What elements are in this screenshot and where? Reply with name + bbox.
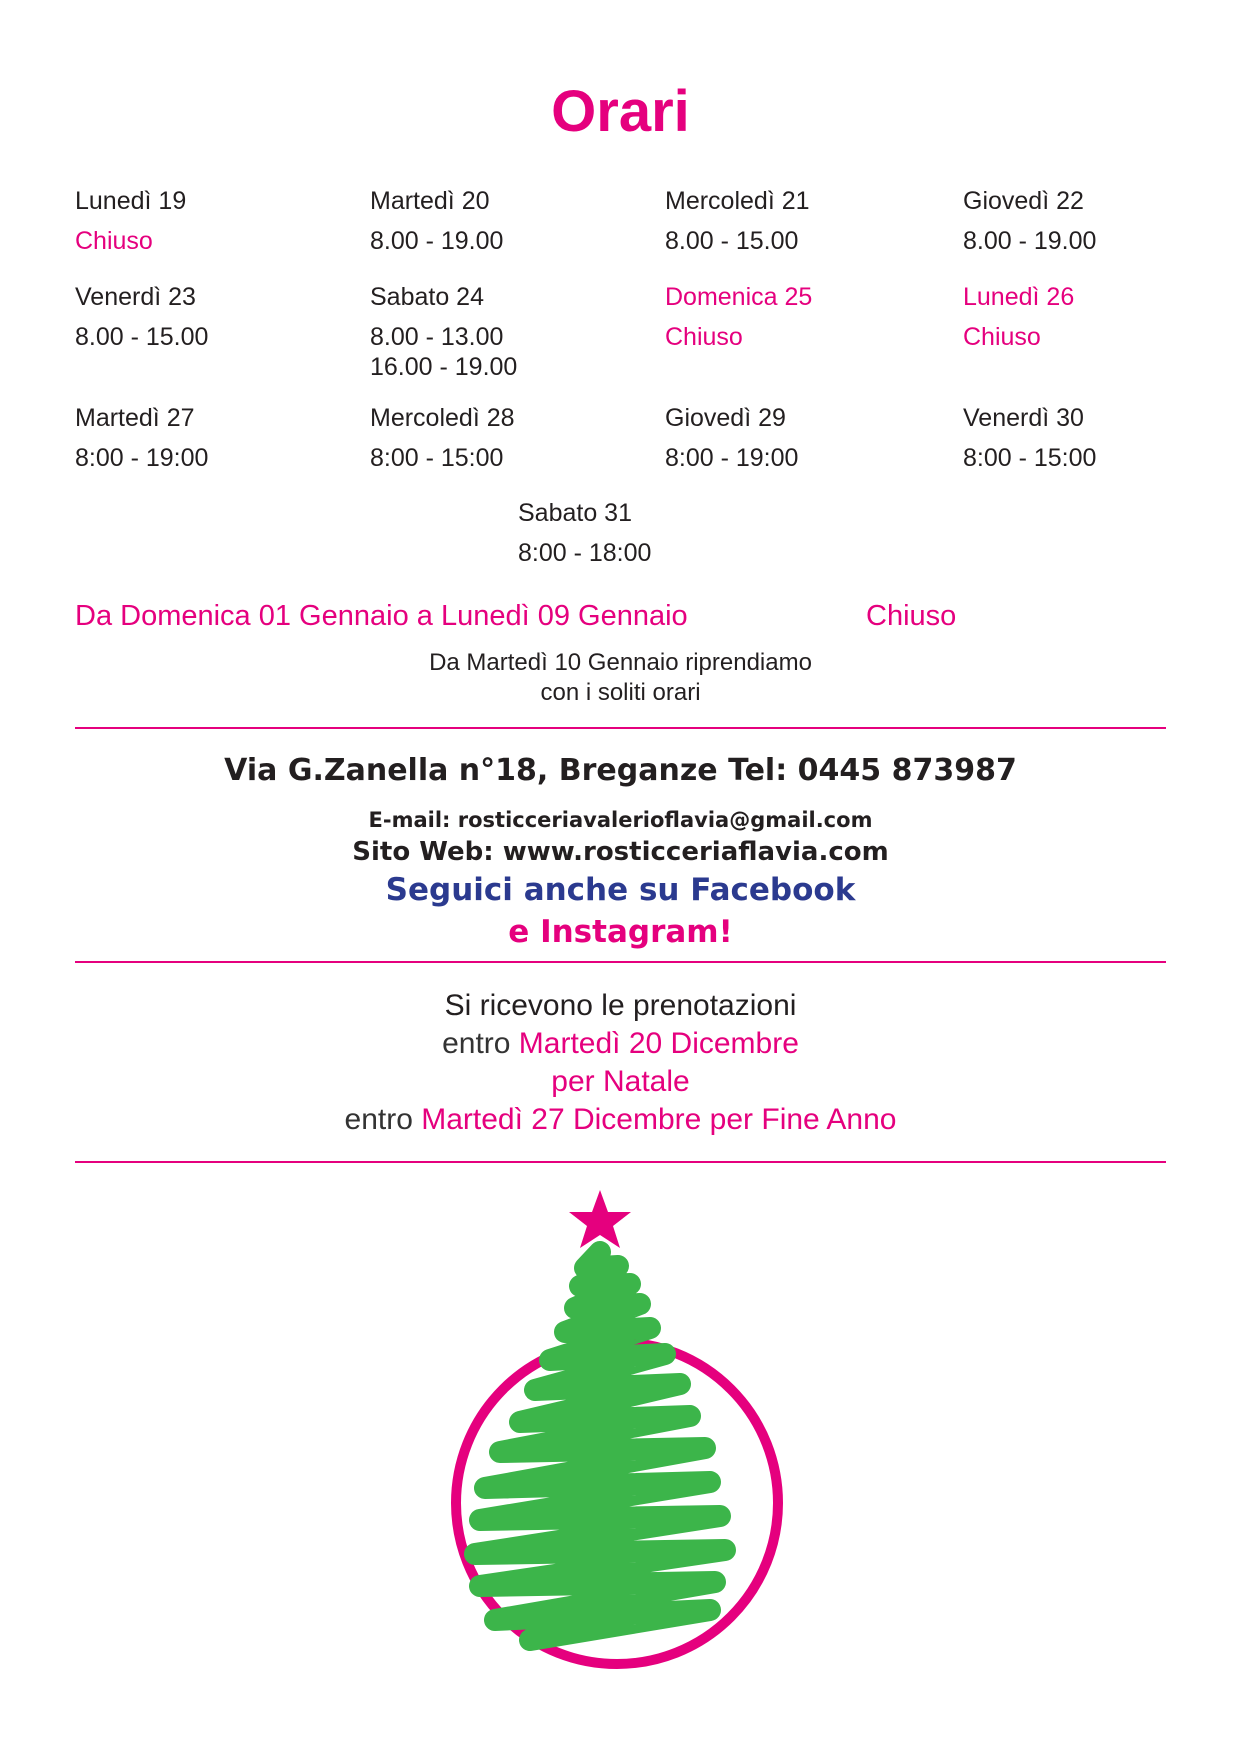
day-name: Martedì 20 — [370, 187, 490, 215]
social-instagram: e Instagram! — [508, 914, 733, 950]
day-name: Venerdì 23 — [75, 283, 196, 311]
closure-range: Da Domenica 01 Gennaio a Lunedì 09 Gennaio — [75, 600, 688, 632]
day-name: Giovedì 22 — [963, 187, 1084, 215]
day-hours: 8:00 - 19:00 — [665, 444, 799, 472]
day-name: Giovedì 29 — [665, 404, 786, 432]
day-name: Sabato 24 — [370, 283, 484, 311]
christmas-tree-ornament-icon — [440, 1190, 810, 1700]
day-hours: 8:00 - 18:00 — [518, 539, 652, 567]
day-name: Venerdì 30 — [963, 404, 1084, 432]
day-hours: Chiuso — [963, 323, 1041, 351]
email-address[interactable]: E-mail: rosticceriavalerioflavia@gmail.com — [368, 808, 873, 832]
day-entry — [370, 186, 640, 256]
address-phone: Via G.Zanella n°18, Breganze Tel: 0445 873987 — [224, 753, 1017, 788]
page-title: Orari — [551, 79, 690, 144]
day-name: Domenica 25 — [665, 283, 813, 311]
divider-bottom — [75, 1161, 1166, 1163]
day-hours: Chiuso — [75, 227, 153, 255]
day-hours: 8:00 - 15:00 — [963, 444, 1097, 472]
day-entry — [75, 186, 345, 256]
social-facebook: Seguici anche su Facebook — [385, 872, 856, 908]
day-entry — [963, 186, 1233, 256]
day-hours: 8.00 - 13.00 16.00 - 19.00 — [370, 323, 518, 381]
reservations-line-1: Si ricevono le prenotazioni — [444, 989, 797, 1022]
divider-middle — [75, 961, 1166, 963]
day-entry — [665, 282, 935, 352]
day-hours: Chiuso — [665, 323, 743, 351]
day-entry — [963, 282, 1233, 352]
divider-top — [75, 727, 1166, 729]
day-name: Sabato 31 — [518, 499, 632, 527]
day-hours: 8.00 - 15.00 — [75, 323, 209, 351]
reservations-line-2 — [0, 1025, 1241, 1063]
day-entry — [370, 282, 640, 382]
day-hours: 8:00 - 15:00 — [370, 444, 504, 472]
day-hours: 8.00 - 19.00 — [370, 227, 504, 255]
day-name: Lunedì 26 — [963, 283, 1075, 311]
reservations-newyear-date: Martedì 27 Dicembre per Fine Anno — [421, 1103, 897, 1136]
reservations-line-3: per Natale — [551, 1065, 690, 1098]
day-hours: 8.00 - 15.00 — [665, 227, 799, 255]
reservations-prefix: entro — [442, 1027, 519, 1060]
day-entry — [370, 403, 640, 473]
day-name: Mercoledì 28 — [370, 404, 515, 432]
day-hours: 8:00 - 19:00 — [75, 444, 209, 472]
reservations-christmas-date: Martedì 20 Dicembre — [518, 1027, 799, 1060]
star-icon — [569, 1190, 631, 1248]
reservations-line-4 — [0, 1101, 1241, 1139]
day-name: Lunedì 19 — [75, 187, 187, 215]
resume-note: Da Martedì 10 Gennaio riprendiamo con i soliti orari — [429, 649, 812, 706]
day-name: Mercoledì 21 — [665, 187, 810, 215]
day-entry — [963, 403, 1233, 473]
reservations-prefix-2: entro — [344, 1103, 422, 1136]
day-entry — [75, 403, 345, 473]
day-entry — [518, 498, 788, 568]
tree-scribble — [475, 1252, 725, 1640]
day-entry — [75, 282, 345, 352]
day-name: Martedì 27 — [75, 404, 195, 432]
day-entry — [665, 403, 935, 473]
closure-status: Chiuso — [866, 600, 957, 632]
day-entry — [665, 186, 935, 256]
website-link[interactable]: Sito Web: www.rosticceriaflavia.com — [352, 837, 889, 867]
day-hours: 8.00 - 19.00 — [963, 227, 1097, 255]
